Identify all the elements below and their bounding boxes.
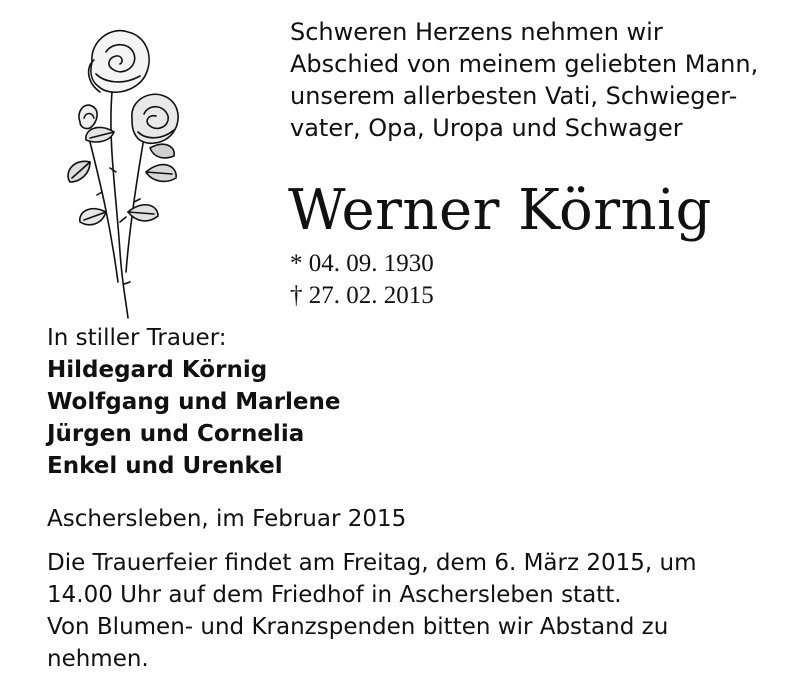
funeral-info [47,503,787,675]
mourning-heading: In stiller Trauer: [47,325,227,351]
intro-line: Schweren Herzens nehmen wir [290,18,663,46]
intro-line: unserem allerbesten Vati, Schwieger- [290,82,738,110]
death-date: † 27. 02. 2015 [290,282,434,309]
rose-illustration-icon [50,22,190,322]
mourner-name: Enkel und Urenkel [47,453,283,479]
life-dates [290,248,434,312]
mourner-name: Jürgen und Cornelia [47,421,305,447]
birth-date: * 04. 09. 1930 [290,250,434,277]
notice-line: Die Trauerfeier findet am Freitag, dem 6. März 2015, um [47,550,697,576]
notice-line: nehmen. [47,646,149,672]
intro-text [290,16,790,144]
intro-line: Abschied von meinem geliebten Mann, [290,50,759,78]
notice-line: Von Blumen- und Kranzspenden bitten wir Abstand zu [47,614,669,640]
notice-line: 14.00 Uhr auf dem Friedhof in Aschersleben statt. [47,582,622,608]
mourners-block [47,322,341,482]
mourner-name: Hildegard Körnig [47,357,268,383]
deceased-name: Werner Körnig [288,178,712,243]
intro-line: vater, Opa, Uropa und Schwager [290,114,683,142]
place-date: Aschersleben, im Februar 2015 [47,506,407,532]
mourner-name: Wolfgang und Marlene [47,389,341,415]
